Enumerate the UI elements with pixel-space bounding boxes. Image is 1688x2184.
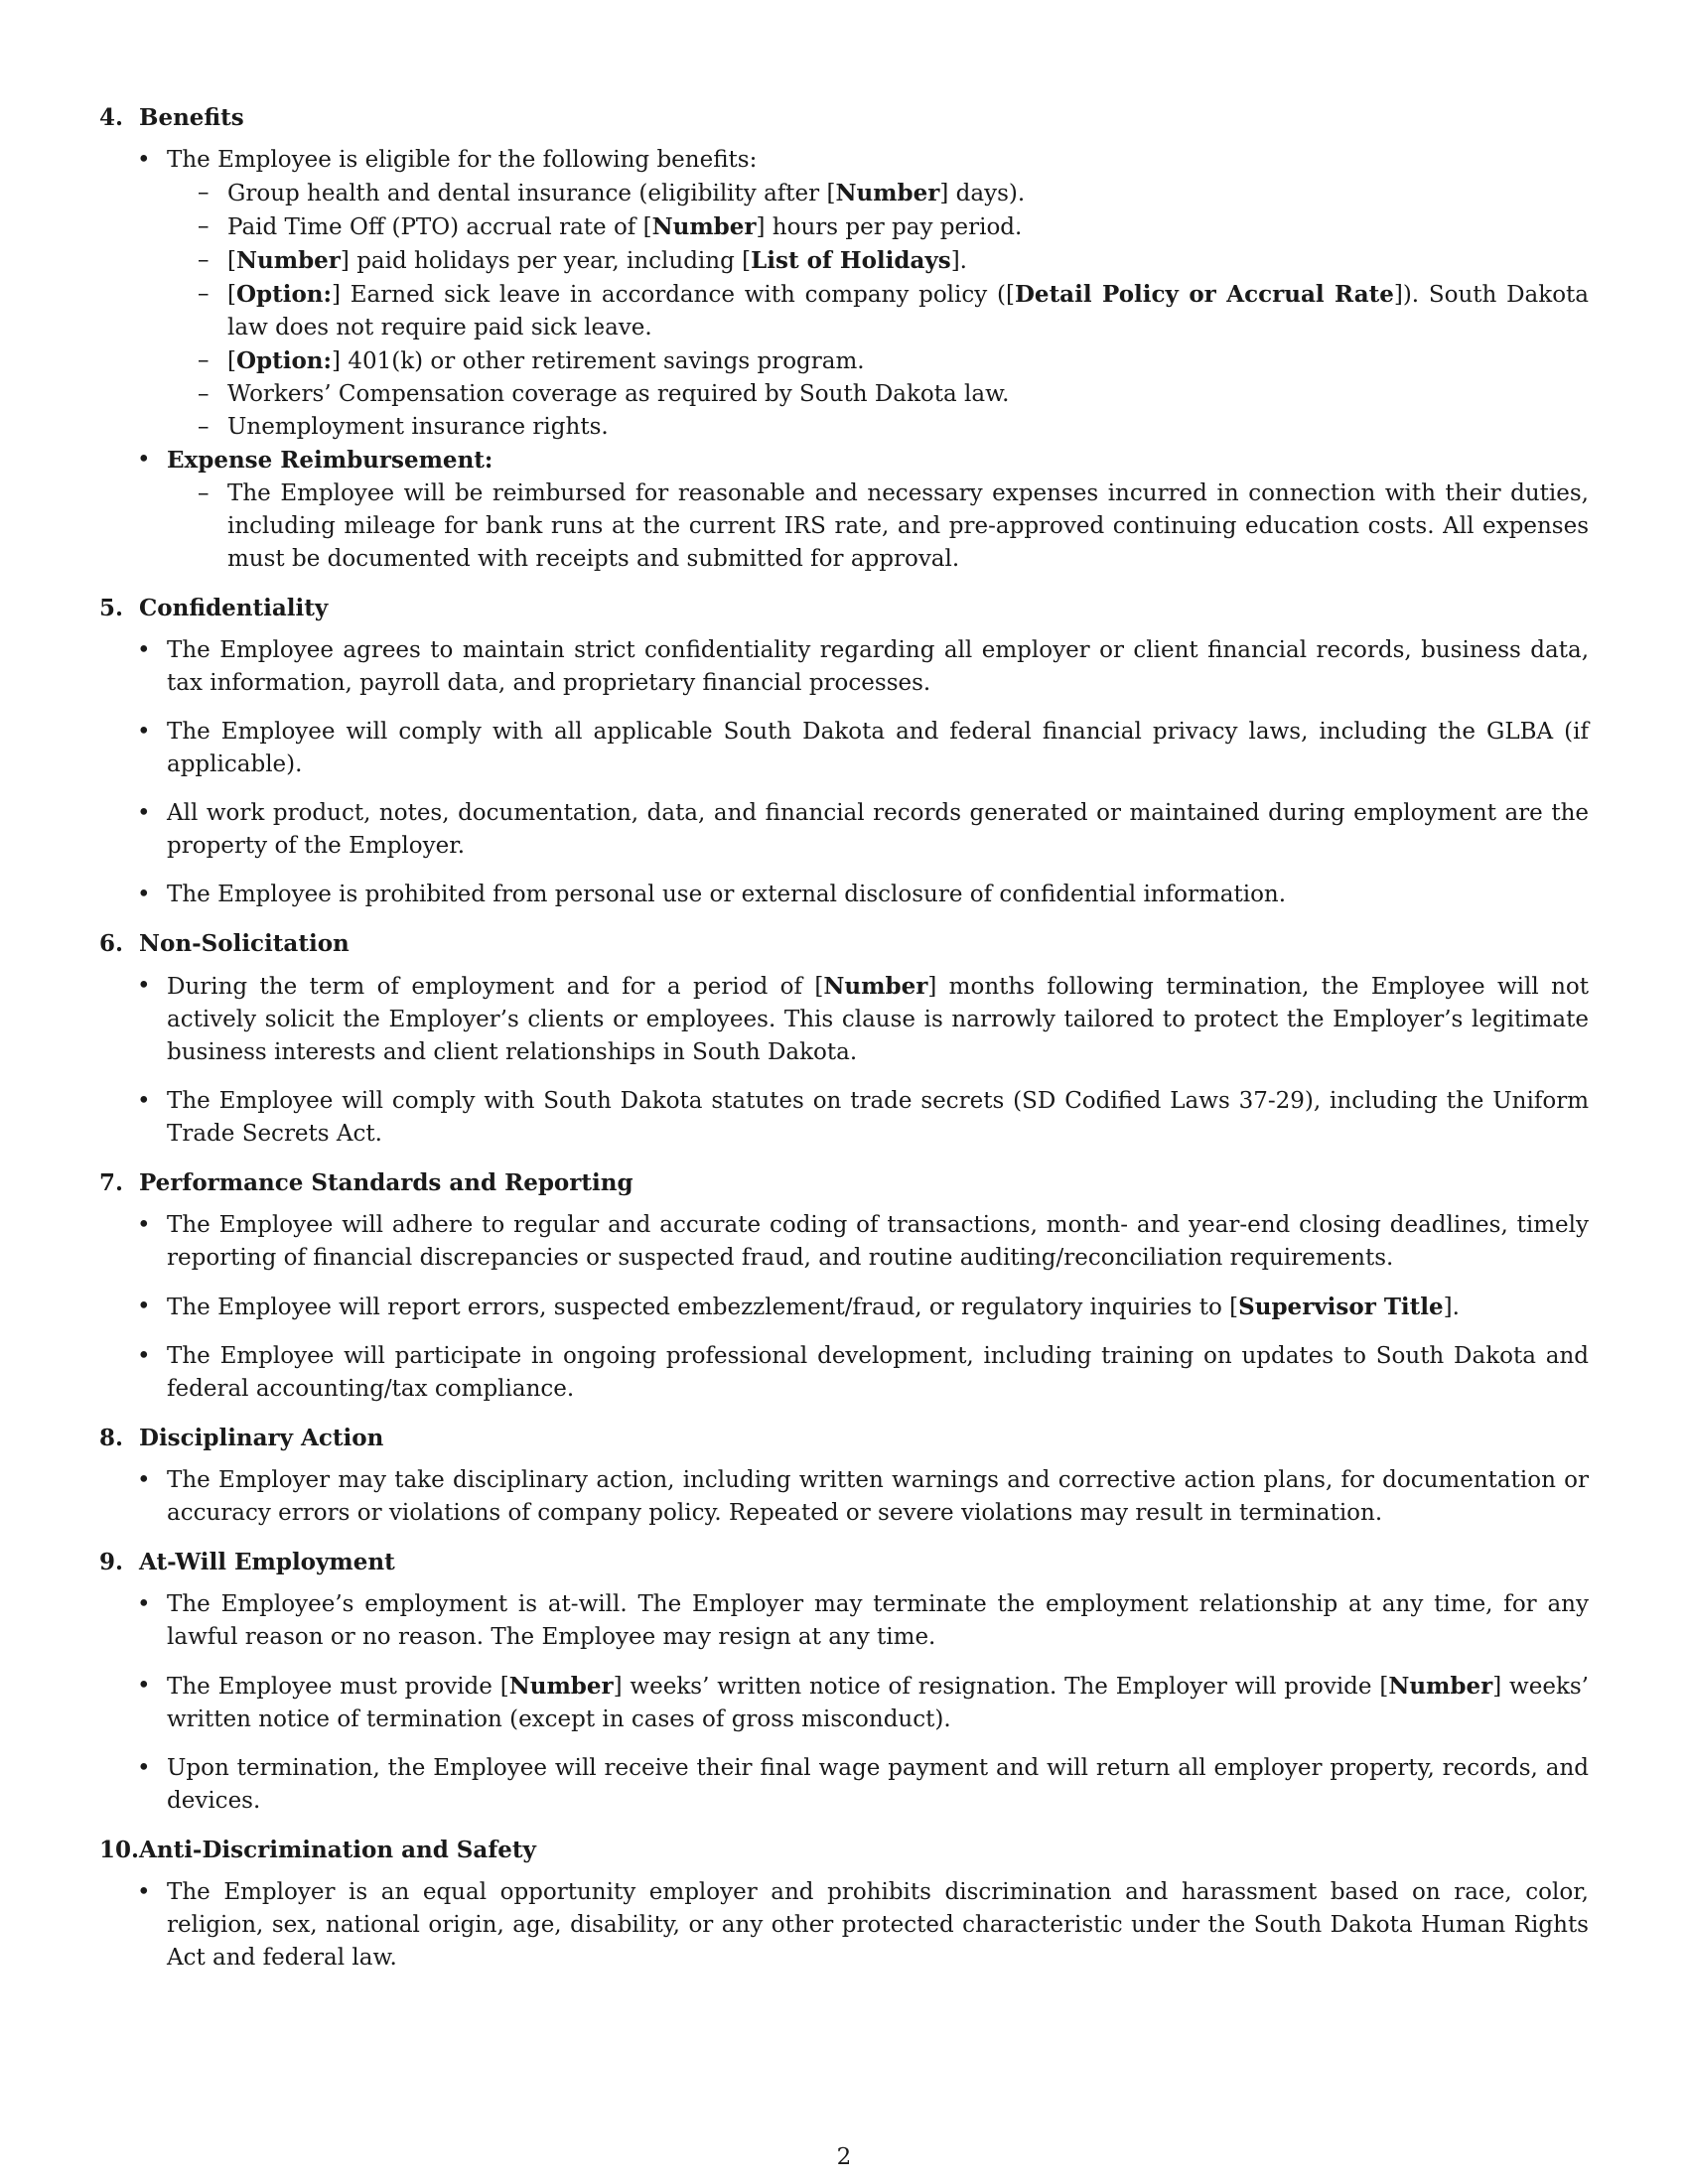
text: ] days). bbox=[939, 181, 1026, 206]
disciplinary-list bbox=[99, 1464, 1589, 1530]
section-heading bbox=[99, 1834, 1589, 1866]
section-title: Anti-Discrimination and Safety bbox=[139, 1837, 536, 1863]
section-benefits bbox=[99, 101, 1589, 576]
text: ] 401(k) or other retirement savings program. bbox=[332, 348, 865, 374]
benefit-item bbox=[227, 244, 1589, 278]
section-title: Disciplinary Action bbox=[139, 1425, 384, 1451]
section-at-will bbox=[99, 1546, 1589, 1818]
benefits-intro: The Employee is eligible for the following benefits: bbox=[167, 147, 758, 173]
page-number: 2 bbox=[836, 2144, 852, 2170]
list-item bbox=[167, 970, 1589, 1069]
placeholder-field: Number bbox=[235, 247, 341, 274]
benefit-item bbox=[227, 278, 1589, 344]
section-performance bbox=[99, 1166, 1589, 1406]
section-heading bbox=[99, 1422, 1589, 1454]
expense-sublist bbox=[167, 478, 1589, 576]
placeholder-field: Detail Policy or Accrual Rate bbox=[1014, 281, 1394, 308]
text: Upon termination, the Employee will receive their final wage payment and will return all employer property, records, and devices. bbox=[167, 1755, 1589, 1814]
text: ] weeks’ written notice of resignation. The Employer will provide [ bbox=[613, 1674, 1389, 1700]
text: The Employee must provide [ bbox=[167, 1674, 509, 1700]
performance-list bbox=[99, 1209, 1589, 1406]
text: ] weeks’ written notice of termination (except in cases of gross misconduct). bbox=[167, 1674, 1589, 1732]
at-will-list bbox=[99, 1588, 1589, 1818]
confidentiality-list bbox=[99, 634, 1589, 911]
placeholder-field: Number bbox=[835, 180, 940, 206]
non-solicitation-list bbox=[99, 970, 1589, 1151]
text: Workers’ Compensation coverage as required by South Dakota law. bbox=[227, 381, 1010, 407]
text: ]). South Dakota law does not require paid sick leave. bbox=[227, 282, 1590, 341]
section-anti-discrimination bbox=[99, 1834, 1589, 1975]
list-item: • The Employee will comply with all applicable South Dakota and federal financial privacy laws, including the GLBA (if applicable). bbox=[167, 716, 1589, 781]
list-item: • The Employee agrees to maintain strict confidentiality regarding all employer or client financial records, business data, tax information, payroll data, and proprietary financial processes. bbox=[167, 634, 1589, 700]
list-item: • The Employer is an equal opportunity employer and prohibits discrimination and harassment based on race, color, religion, sex, national origin, age, disability, or any other protected characteristic under the South Dakota Human Rights Act and federal law. bbox=[167, 1876, 1589, 1975]
expense-item: – The Employee will be reimbursed for reasonable and necessary expenses incurred in connection with their duties, including mileage for bank runs at the current IRS rate, and pre-approved continuing education costs. All expenses must be documented with receipts and submitted for approval. bbox=[227, 478, 1589, 576]
expense-heading: Expense Reimbursement: bbox=[167, 447, 493, 474]
section-number: 9. bbox=[99, 1549, 124, 1575]
text: The Employee will participate in ongoing professional development, including training on updates to South Dakota and federal accounting/tax compliance. bbox=[167, 1343, 1589, 1402]
section-title: At-Will Employment bbox=[139, 1549, 395, 1575]
placeholder-field: Supervisor Title bbox=[1238, 1294, 1444, 1320]
list-item bbox=[167, 1085, 1589, 1151]
section-non-solicitation bbox=[99, 927, 1589, 1151]
section-heading bbox=[99, 927, 1589, 960]
text: Group health and dental insurance (eligibility after [ bbox=[227, 181, 836, 206]
list-item: • All work product, notes, documentation, data, and financial records generated or maintained during employment are the property of the Employer. bbox=[167, 797, 1589, 863]
document-body bbox=[99, 101, 1589, 1990]
list-item bbox=[167, 144, 1589, 444]
section-number: 6. bbox=[99, 930, 124, 957]
text: ] hours per pay period. bbox=[756, 214, 1023, 240]
section-number: 8. bbox=[99, 1425, 124, 1451]
section-confidentiality bbox=[99, 592, 1589, 911]
benefit-item bbox=[227, 411, 1589, 444]
list-item bbox=[167, 1291, 1589, 1324]
placeholder-field: Number bbox=[1388, 1673, 1493, 1700]
placeholder-field: Number bbox=[823, 973, 928, 1000]
section-title: Benefits bbox=[139, 104, 244, 131]
text: [ bbox=[227, 282, 236, 308]
section-heading bbox=[99, 592, 1589, 624]
text: The Employee will comply with South Dakota statutes on trade secrets (SD Codified Laws 37-29), including the Uniform Trade Secrets Act. bbox=[167, 1088, 1589, 1147]
list-item: • The Employee is prohibited from personal use or external disclosure of confidential information. bbox=[167, 879, 1589, 911]
placeholder-field: Option: bbox=[235, 347, 333, 374]
section-disciplinary bbox=[99, 1422, 1589, 1530]
section-number: 5. bbox=[99, 595, 124, 621]
benefits-list bbox=[99, 144, 1589, 576]
placeholder-field: List of Holidays bbox=[751, 247, 951, 274]
benefit-item bbox=[227, 344, 1589, 378]
anti-discrimination-list bbox=[99, 1876, 1589, 1975]
list-item: • The Employer may take disciplinary action, including written warnings and corrective action plans, for documentation or accuracy errors or violations of company policy. Repeated or severe violations may result in termination. bbox=[167, 1464, 1589, 1530]
section-heading bbox=[99, 101, 1589, 134]
text: ] paid holidays per year, including [ bbox=[340, 248, 752, 274]
text: ] Earned sick leave in accordance with company policy ([ bbox=[332, 282, 1015, 308]
section-number: 10. bbox=[99, 1837, 140, 1863]
benefit-item bbox=[227, 177, 1589, 210]
list-item bbox=[167, 1340, 1589, 1406]
list-item bbox=[167, 1752, 1589, 1818]
section-title: Confidentiality bbox=[139, 595, 329, 621]
section-heading bbox=[99, 1166, 1589, 1199]
benefit-item bbox=[227, 378, 1589, 411]
list-item bbox=[167, 1670, 1589, 1736]
text: The Employee’s employment is at-will. The Employer may terminate the employment relationship at any time, for any lawful reason or no reason. The Employee may resign at any time. bbox=[167, 1591, 1589, 1650]
placeholder-field: Number bbox=[508, 1673, 614, 1700]
text: The Employee will adhere to regular and accurate coding of transactions, month- and year-end closing deadlines, timely reporting of financial discrepancies or suspected fraud, and routine auditing/reconciliation requirements. bbox=[167, 1212, 1589, 1271]
list-item bbox=[167, 1588, 1589, 1654]
section-heading bbox=[99, 1546, 1589, 1578]
section-number: 4. bbox=[99, 104, 124, 131]
list-item bbox=[167, 444, 1589, 576]
placeholder-field: Option: bbox=[235, 281, 333, 308]
text: The Employee will report errors, suspected embezzlement/fraud, or regulatory inquiries to [ bbox=[167, 1295, 1239, 1320]
text: ]. bbox=[1443, 1295, 1460, 1320]
text: During the term of employment and for a period of [ bbox=[167, 974, 824, 1000]
list-item bbox=[167, 1209, 1589, 1275]
benefit-item bbox=[227, 210, 1589, 244]
text: Unemployment insurance rights. bbox=[227, 414, 609, 440]
text: [ bbox=[227, 348, 236, 374]
section-title: Non-Solicitation bbox=[139, 930, 350, 957]
text: [ bbox=[227, 248, 236, 274]
benefits-sublist bbox=[167, 177, 1589, 444]
placeholder-field: Number bbox=[651, 213, 757, 240]
section-title: Performance Standards and Reporting bbox=[139, 1169, 633, 1196]
text: ] months following termination, the Employee will not actively solicit the Employer’s clients or employees. This clause is narrowly tailored to protect the Employer’s legitimate business interests and client relationships in South Dakota. bbox=[167, 974, 1589, 1065]
section-number: 7. bbox=[99, 1169, 124, 1196]
text: ]. bbox=[950, 248, 967, 274]
text: Paid Time Off (PTO) accrual rate of [ bbox=[227, 214, 652, 240]
